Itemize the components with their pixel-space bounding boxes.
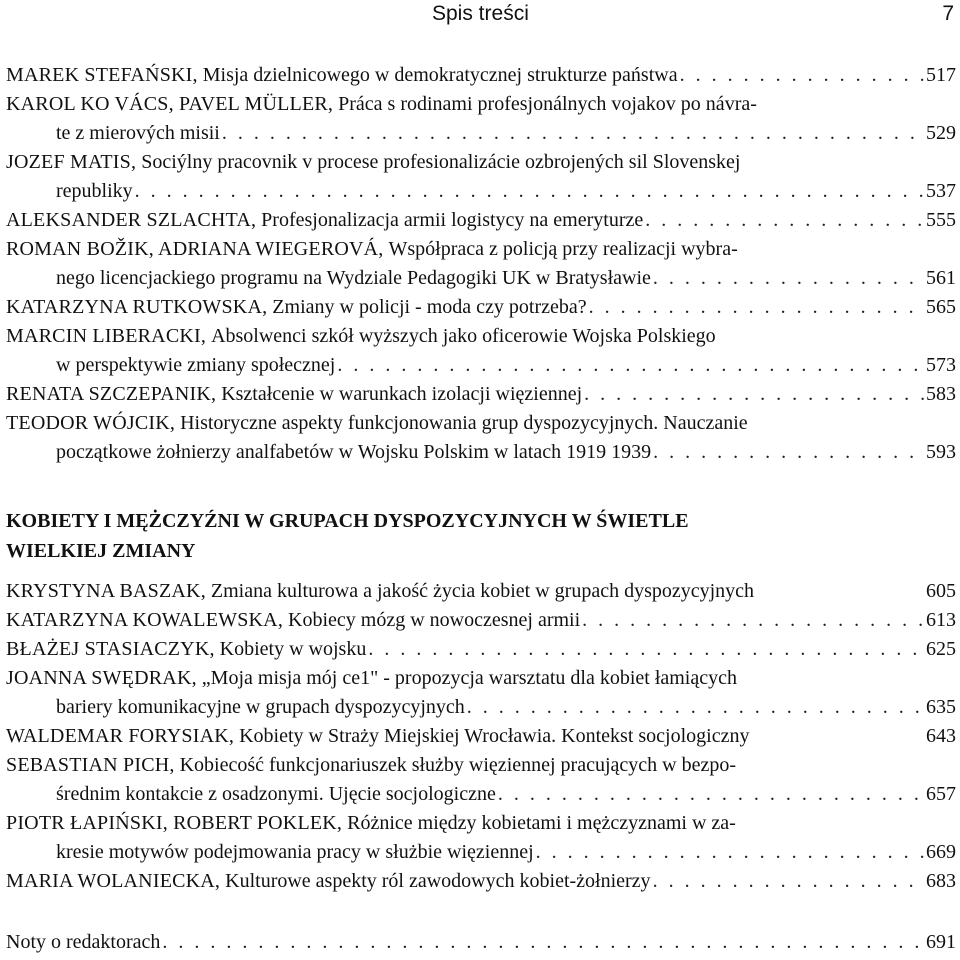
toc-entry-line <box>6 809 956 838</box>
dot-leader <box>645 206 924 235</box>
entry-page-number: 669 <box>926 841 956 863</box>
section-heading-line-2: WIELKIEJ ZMIANY <box>6 540 196 562</box>
entry-title: nego licencjackiego programu na Wydziale Pedagogiki UK w Bratysławie <box>56 267 651 289</box>
entry-title: Współpraca z policją przy realizacji wybra- <box>388 238 738 260</box>
entry-title: Misja dzielnicowego w demokratycznej strukturze państwa <box>202 64 678 86</box>
entry-author: JOANNA SWĘDRAK, <box>6 667 197 689</box>
entry-title: Kobiecy mózg w nowoczesnej armii <box>288 609 581 631</box>
dot-leader <box>653 438 924 467</box>
page-number: 7 <box>942 2 954 25</box>
toc-entry[interactable] <box>6 635 956 664</box>
entry-page-number: 657 <box>926 783 956 805</box>
toc-entry-line <box>6 351 956 380</box>
toc-entry[interactable] <box>6 722 956 751</box>
toc-entry[interactable] <box>6 809 956 867</box>
toc-entry[interactable] <box>6 751 956 809</box>
toc-entry-line <box>6 693 956 722</box>
dot-leader <box>467 693 924 722</box>
entry-author: ROMAN BOŽIK, ADRIANA WIEGEROVÁ, <box>6 238 384 260</box>
entry-title: w perspektywie zmiany społecznej <box>56 354 336 376</box>
toc-entry-line <box>6 438 956 467</box>
entry-title: Zmiany w policji - moda czy potrzeba? <box>272 296 587 318</box>
entry-author: KATARZYNA RUTKOWSKA, <box>6 296 268 318</box>
dot-leader <box>653 264 924 293</box>
toc-entry-line <box>6 635 956 664</box>
entry-page-number: 517 <box>926 64 956 86</box>
entry-title: republiky <box>56 180 133 202</box>
entry-author: WALDEMAR FORYSIAK, <box>6 725 235 747</box>
entry-author: MARCIN LIBERACKI, <box>6 325 207 347</box>
toc-entry-line <box>6 409 956 438</box>
entry-title: średnim kontakcie z osadzonymi. Ujęcie socjologiczne <box>56 783 496 805</box>
entry-page-number: 593 <box>926 441 956 463</box>
dot-leader <box>584 380 924 409</box>
entry-title: Práca s rodinami profesjonálnych vojakov po návra- <box>338 93 757 115</box>
dot-leader <box>368 635 924 664</box>
toc-entry[interactable] <box>6 380 956 409</box>
entry-page-number: 561 <box>926 267 956 289</box>
entry-title: Profesjonalizacja armii logistycy na emeryturze <box>261 209 644 231</box>
entry-page-number: 529 <box>926 122 956 144</box>
toc-entry-line <box>6 235 956 264</box>
entry-author: MARIA WOLANIECKA, <box>6 870 221 892</box>
toc-entry-line <box>6 148 956 177</box>
toc-entry[interactable] <box>6 235 956 293</box>
entry-page-number: 691 <box>926 931 956 953</box>
toc-entry-line <box>6 61 956 90</box>
entry-author: SEBASTIAN PICH, <box>6 754 175 776</box>
toc-entry-line <box>6 322 956 351</box>
entry-author: RENATA SZCZEPANIK, <box>6 383 217 405</box>
entry-page-number: 555 <box>926 209 956 231</box>
entry-title: Sociýlny pracovnik v procese profesionalizácie ozbrojených sil Slovenskej <box>141 151 741 173</box>
entry-title: Kobiety w Straży Miejskiej Wrocławia. Kontekst socjologiczny <box>239 725 750 747</box>
toc-entry[interactable] <box>6 606 956 635</box>
toc-entry-line <box>6 577 956 606</box>
toc-entry-line <box>6 606 956 635</box>
toc-entry-line <box>6 780 956 809</box>
toc-entry-line <box>6 293 956 322</box>
entry-title: te z mierových misii <box>56 122 220 144</box>
dot-leader <box>582 606 924 635</box>
toc-entry-line <box>6 722 956 751</box>
toc-entry[interactable] <box>6 90 956 148</box>
dot-leader <box>653 867 924 896</box>
entry-author: MAREK STEFAŃSKI, <box>6 64 198 86</box>
toc-entry-line <box>6 867 956 896</box>
toc-entry[interactable] <box>6 293 956 322</box>
entry-page-number: 537 <box>926 180 956 202</box>
section-heading <box>6 506 906 566</box>
entry-page-number: 583 <box>926 383 956 405</box>
entry-author: ALEKSANDER SZLACHTA, <box>6 209 257 231</box>
dot-leader <box>162 928 924 957</box>
toc-entry[interactable] <box>6 148 956 206</box>
entry-title: Kształcenie w warunkach izolacji więziennej <box>221 383 583 405</box>
toc-entry-line <box>6 838 956 867</box>
entry-page-number: 643 <box>926 725 956 747</box>
entry-title: Noty o redaktorach <box>6 931 161 953</box>
toc-entry[interactable] <box>6 664 956 722</box>
running-title: Spis treści <box>432 2 529 25</box>
toc-entry-line <box>6 119 956 148</box>
entry-page-number: 613 <box>926 609 956 631</box>
entry-page-number: 573 <box>926 354 956 376</box>
toc-entry[interactable] <box>6 206 956 235</box>
toc-entry[interactable] <box>6 577 956 606</box>
toc-entry[interactable] <box>6 409 956 467</box>
entry-title: kresie motywów podejmowania pracy w służbie więziennej <box>56 841 534 863</box>
entry-author: BŁAŻEJ STASIACZYK, <box>6 638 215 660</box>
entry-title: Zmiana kulturowa a jakość życia kobiet w grupach dyspozycyjnych <box>210 580 755 602</box>
entry-title: Kobiety w wojsku <box>219 638 367 660</box>
entry-title: Absolwenci szkół wyższych jako oficerowie Wojska Polskiego <box>211 325 716 347</box>
toc-entry-line <box>6 664 956 693</box>
entry-title: Różnice między kobietami i mężczyznami w za- <box>347 812 736 834</box>
entry-title: Historyczne aspekty funkcjonowania grup dyspozycyjnych. Nauczanie <box>180 412 748 434</box>
dot-leader <box>498 780 924 809</box>
entry-title: początkowe żołnierzy analfabetów w Wojsku Polskim w latach 1919 1939 <box>56 441 652 463</box>
entry-author: KRYSTYNA BASZAK, <box>6 580 206 602</box>
toc-entry-line <box>6 206 956 235</box>
dot-leader <box>536 838 924 867</box>
toc-entry[interactable] <box>6 322 956 380</box>
entry-page-number: 625 <box>926 638 956 660</box>
entry-author: TEODOR WÓJCIK, <box>6 412 176 434</box>
dot-leader <box>135 177 924 206</box>
toc-entry[interactable] <box>6 61 956 90</box>
toc-entry-notes[interactable] <box>6 928 956 957</box>
entry-author: JOZEF MATIS, <box>6 151 137 173</box>
entry-page-number: 683 <box>926 870 956 892</box>
toc-entry-line <box>6 751 956 780</box>
entry-title: Kobiecość funkcjonariuszek służby więziennej pracujących w bezpo- <box>179 754 737 776</box>
entry-page-number: 605 <box>926 580 956 602</box>
dot-leader <box>222 119 924 148</box>
toc-entry-line <box>6 380 956 409</box>
toc-entry[interactable] <box>6 867 956 896</box>
entry-page-number: 635 <box>926 696 956 718</box>
dot-leader <box>337 351 924 380</box>
entry-title: „Moja misja mój ce1" - propozycja warsztatu dla kobiet łamiących <box>201 667 737 689</box>
entry-title: bariery komunikacyjne w grupach dyspozycyjnych <box>56 696 465 718</box>
entry-title: Kulturowe aspekty ról zawodowych kobiet-żołnierzy <box>225 870 651 892</box>
toc-entry-line <box>6 177 956 206</box>
entry-author: KATARZYNA KOWALEWSKA, <box>6 609 284 631</box>
entry-author: KAROL KO VÁCS, PAVEL MÜLLER, <box>6 93 334 115</box>
dot-leader <box>680 61 924 90</box>
entry-page-number: 565 <box>926 296 956 318</box>
entry-author: PIOTR ŁAPIŃSKI, ROBERT POKLEK, <box>6 812 343 834</box>
page-header <box>0 2 960 32</box>
dot-leader <box>589 293 924 322</box>
toc-entry-line <box>6 264 956 293</box>
toc-entry-line <box>6 90 956 119</box>
section-heading-line-1: KOBIETY I MĘŻCZYŹNI W GRUPACH DYSPOZYCYJNYCH W ŚWIETLE <box>6 510 689 532</box>
